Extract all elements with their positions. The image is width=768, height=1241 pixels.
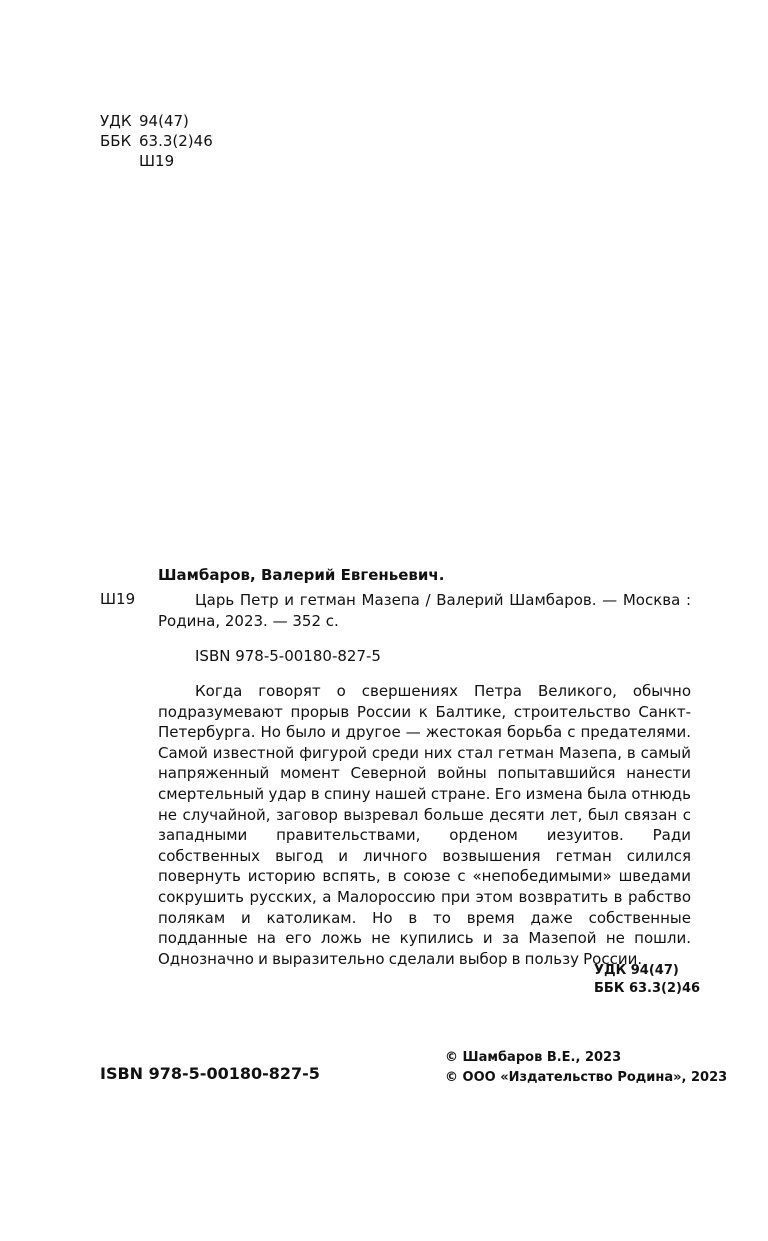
copyright-block [445, 1048, 727, 1088]
annotation-text: Когда говорят о свершениях Петра Великого, обычно подразумевают прорыв России к Балтике, строительство Санкт-Петербурга. Но было и другое — жестокая борьба с предателями. Самой известной фигурой среди них стал гетман Мазепа, в самый напряженный момент Северной войны попытавшийся нанести смертельный удар в спину нашей стране. Его измена была отнюдь не случайной, заговор вызревал больше десяти лет, был связан с западными правительствами, орденом иезуитов. Ради собственных выгод и личного возвышения гетман силился повернуть историю вспять, в союзе с «непобедимыми» шведами сокрушить русских, а Малороссию при этом возвратить в рабство полякам и католикам. Но в то время даже собственные подданные на его ложь не купились и за Мазепой не пошли. Однозначно и выразительно сделали выбор в пользу России. [158, 682, 691, 968]
udk-top-value: 94(47) [139, 112, 189, 130]
copyright-publisher: © ООО «Издательство Родина», 2023 [445, 1070, 728, 1085]
udk-top-key: УДК [100, 112, 132, 130]
author-mark: Ш19 [100, 590, 136, 608]
bbk-top [100, 131, 213, 151]
isbn-record: ISBN 978-5-00180-827-5 [195, 647, 381, 665]
bbk-bottom: ББК 63.3(2)46 [594, 981, 701, 996]
copyright-author: © Шамбаров В.Е., 2023 [445, 1050, 622, 1065]
title-statement: Царь Петр и гетман Мазепа / Валерий Шамбаров. — Москва : Родина, 2023. — 352 с. [158, 591, 691, 630]
udk-bottom: УДК 94(47) [594, 963, 679, 978]
author-mark-top-value: Ш19 [139, 152, 175, 170]
author-heading: Шамбаров, Валерий Евгеньевич. [158, 566, 445, 584]
isbn-bottom: ISBN 978-5-00180-827-5 [100, 1064, 320, 1083]
codes-bottom [594, 962, 700, 998]
udk-top [100, 111, 189, 131]
bbk-top-value: 63.3(2)46 [139, 132, 213, 150]
author-mark-top [100, 151, 174, 171]
bbk-top-key: ББК [100, 132, 132, 150]
